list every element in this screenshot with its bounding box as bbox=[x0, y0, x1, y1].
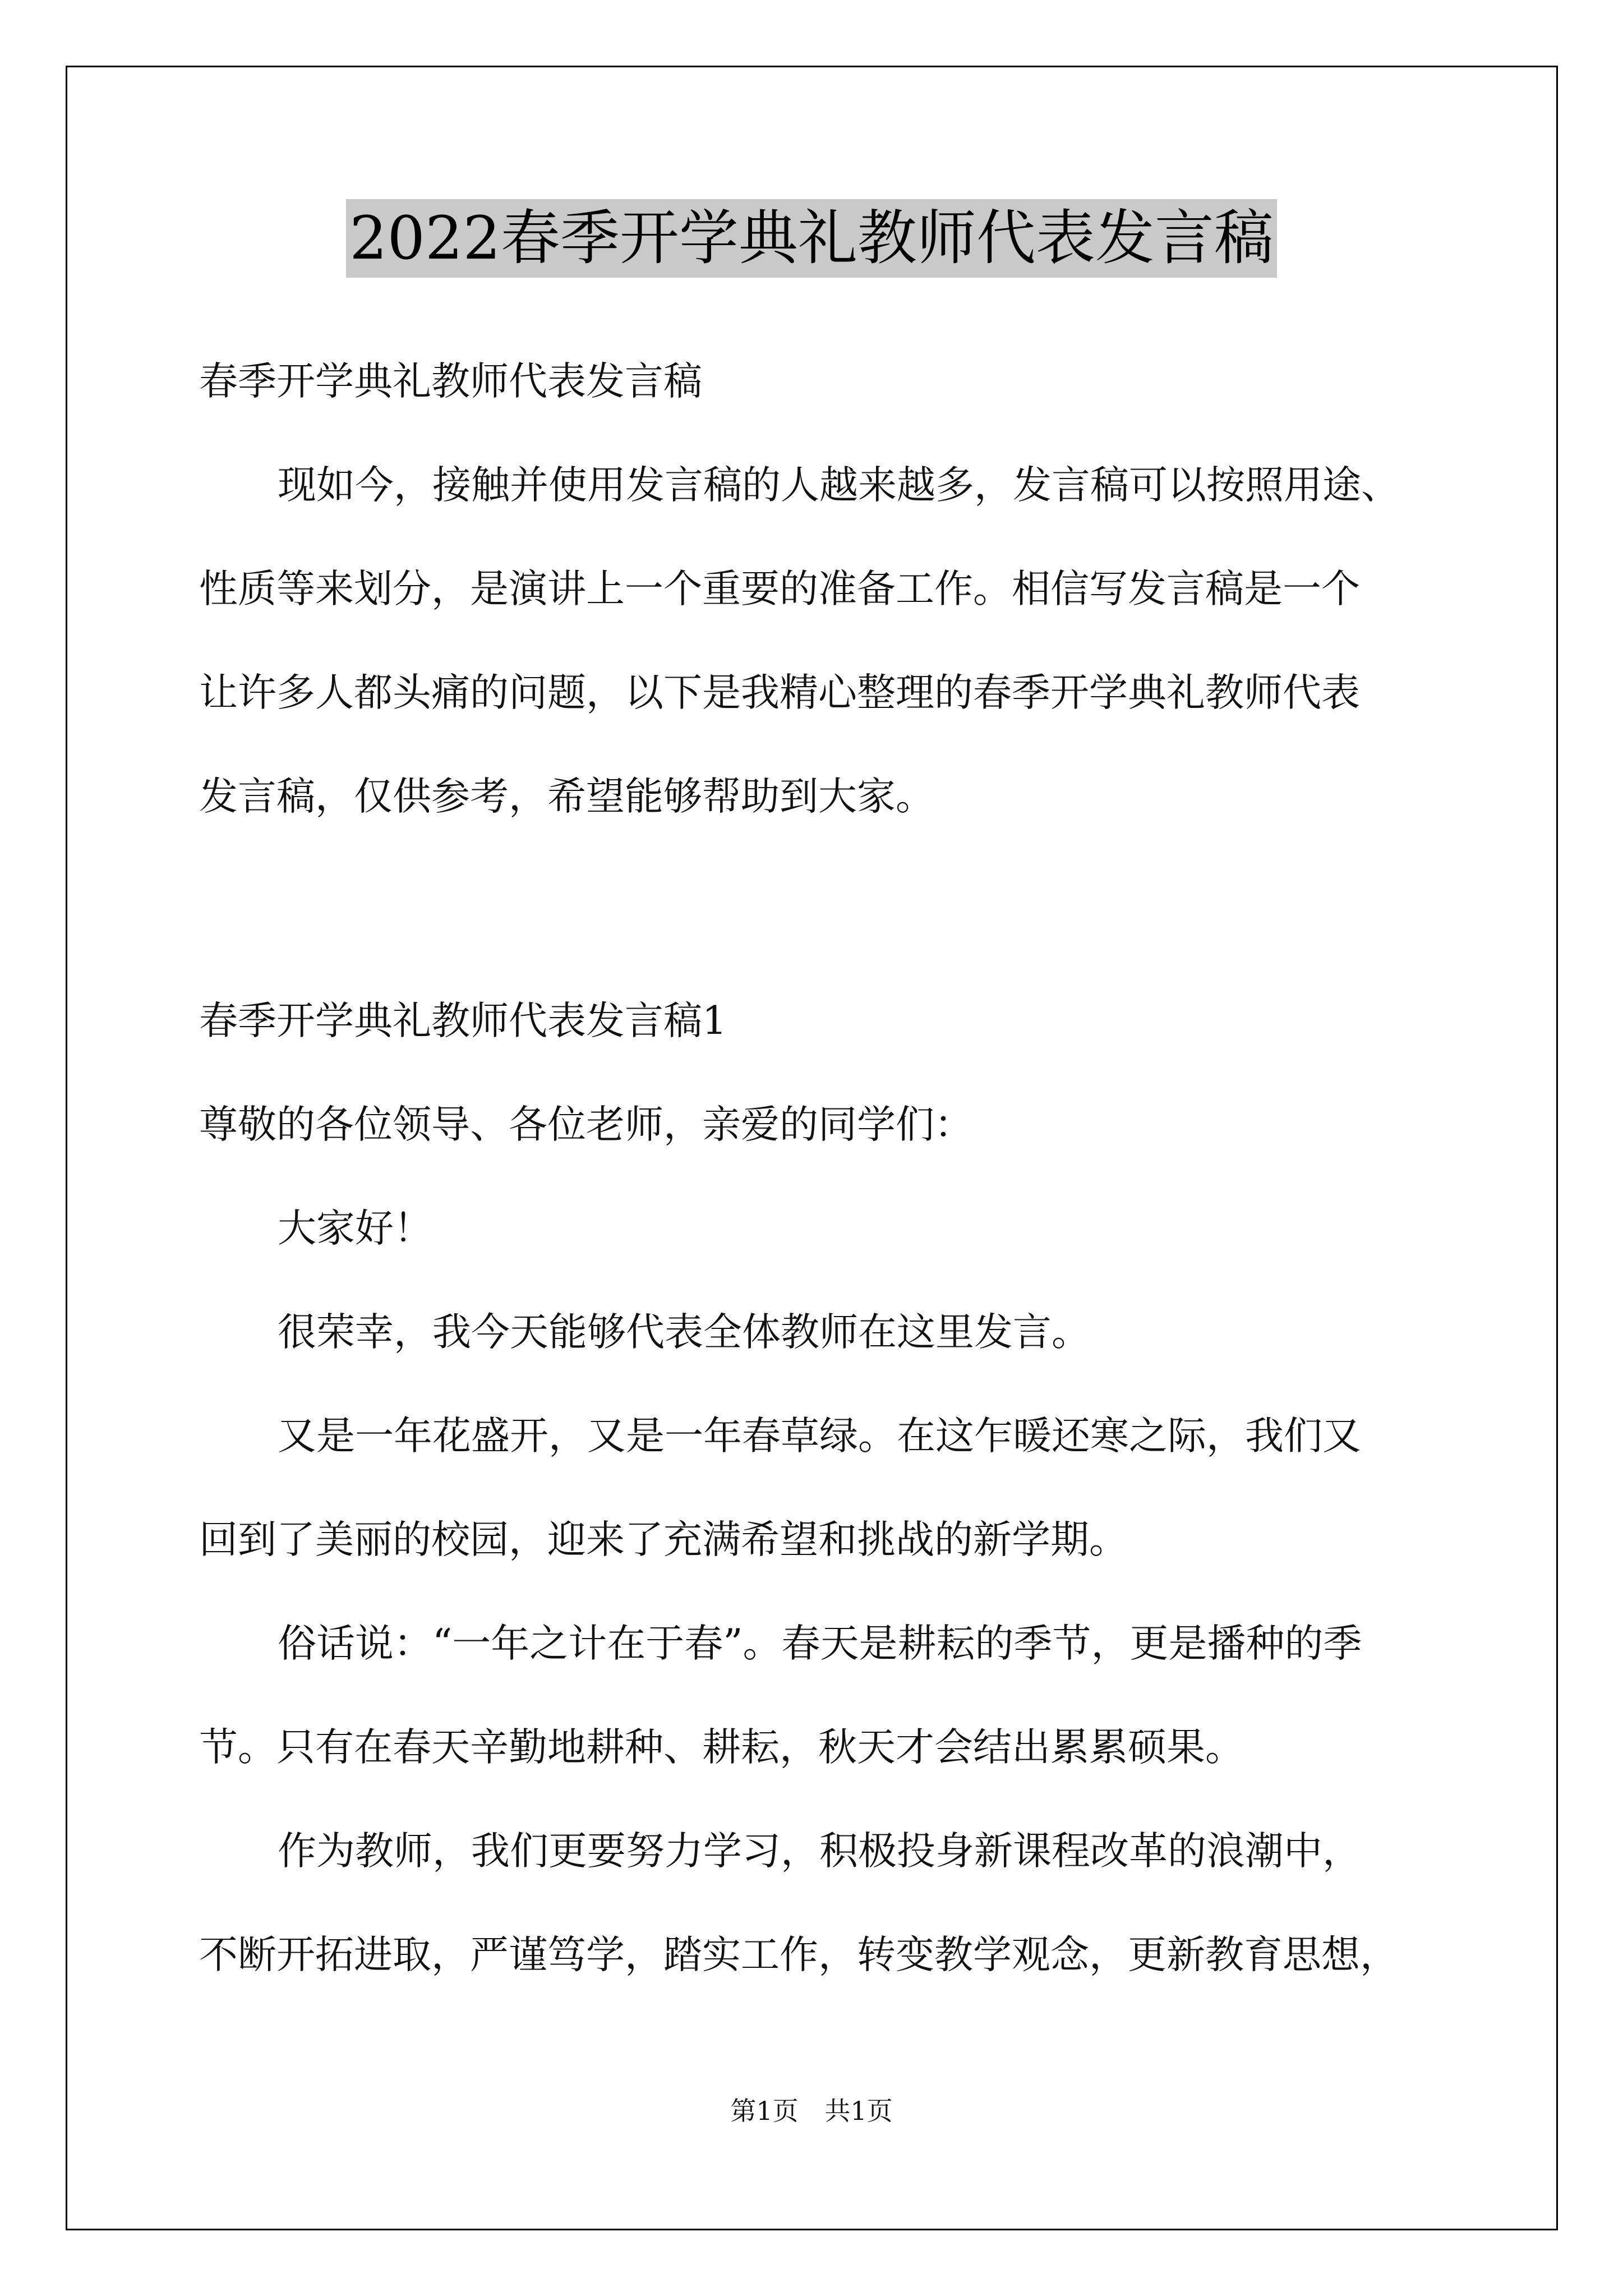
intro-line-4: 发言稿，仅供参考，希望能够帮助到大家。 bbox=[199, 774, 934, 819]
page-number-current: 第1页 bbox=[730, 2096, 799, 2126]
body-line-3: 回到了美丽的校园，迎来了充满希望和挑战的新学期。 bbox=[199, 1517, 1128, 1562]
body-line-6: 作为教师，我们更要努力学习，积极投身新课程改革的浪潮中， bbox=[278, 1829, 1361, 1874]
body-line-4: 俗话说：“一年之计在于春”。春天是耕耘的季节，更是播种的季 bbox=[278, 1621, 1362, 1666]
section-heading: 春季开学典礼教师代表发言稿1 bbox=[199, 999, 727, 1043]
title-wrapper bbox=[0, 199, 1623, 278]
body-line-7: 不断开拓进取，严谨笃学，踏实工作，转变教学观念，更新教育思想， bbox=[199, 1932, 1399, 1977]
salutation-line: 尊敬的各位领导、各位老师，亲爱的同学们： bbox=[199, 1102, 973, 1147]
intro-line-3: 让许多人都头痛的问题，以下是我精心整理的春季开学典礼教师代表 bbox=[199, 670, 1360, 715]
page-footer bbox=[0, 2094, 1623, 2128]
subtitle-line: 春季开学典礼教师代表发言稿 bbox=[199, 359, 702, 404]
intro-line-2: 性质等来划分，是演讲上一个重要的准备工作。相信写发言稿是一个 bbox=[199, 567, 1360, 611]
body-line-2: 又是一年花盛开，又是一年春草绿。在这乍暖还寒之际，我们又 bbox=[278, 1414, 1361, 1458]
document-title: 2022春季开学典礼教师代表发言稿 bbox=[346, 199, 1277, 278]
body-line-1: 很荣幸，我今天能够代表全体教师在这里发言。 bbox=[278, 1310, 1090, 1355]
greeting-line: 大家好！ bbox=[278, 1206, 432, 1251]
page-number-total: 共1页 bbox=[824, 2096, 893, 2126]
body-line-5: 节。只有在春天辛勤地耕种、耕耘，秋天才会结出累累硕果。 bbox=[199, 1725, 1244, 1770]
intro-line-1: 现如今，接触并使用发言稿的人越来越多，发言稿可以按照用途、 bbox=[278, 463, 1400, 508]
